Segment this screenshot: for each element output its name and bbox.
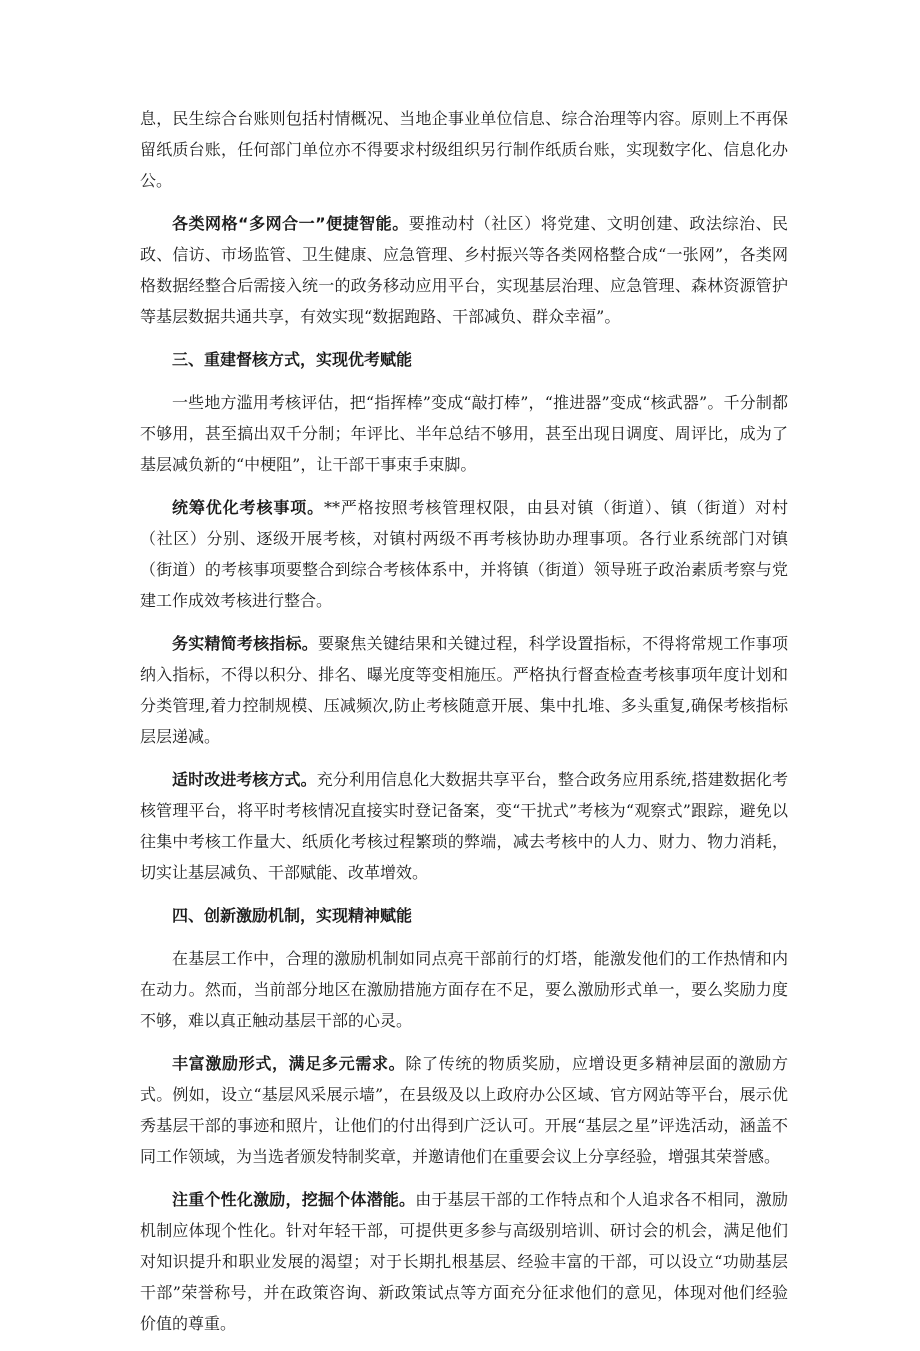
paragraph-text: 要聚焦关键结果和关键过程，科学设置指标，不得将常规工作事项纳入指标，不得以积分、排名、曝光度等变相施压。严格执行督查检查考核事项年度计划和分类管理,着力控制规模、压减频次,防止考核随意开展、集中扎堆、多头重复,确保考核指标层层递减。 xyxy=(140,634,788,746)
paragraph xyxy=(140,387,788,480)
paragraph-text: 由于基层干部的工作特点和个人追求各不相同，激励机制应体现个性化。针对年轻干部，可提供更多参与高级别培训、研讨会的机会，满足他们对知识提升和职业发展的渴望；对于长期扎根基层、经验丰富的干部，可以设立“功勋基层干部”荣誉称号，并在政策咨询、新政策试点等方面充分征求他们的意见，体现对他们经验价值的尊重。 xyxy=(140,1190,788,1333)
document-body xyxy=(140,103,788,1351)
paragraph-text: 在基层工作中，合理的激励机制如同点亮干部前行的灯塔，能激发他们的工作热情和内在动力。然而，当前部分地区在激励措施方面存在不足，要么激励形式单一，要么奖励力度不够，难以真正触动基层干部的心灵。 xyxy=(140,949,788,1030)
paragraph-text: 息，民生综合台账则包括村情概况、当地企事业单位信息、综合治理等内容。原则上不再保留纸质台账，任何部门单位亦不得要求村级组织另行制作纸质台账，实现数字化、信息化办公。 xyxy=(140,109,788,190)
paragraph-text: 一些地方滥用考核评估，把“指挥棒”变成“敲打棒”，“推进器”变成“核武器”。千分制都不够用，甚至搞出双千分制；年评比、半年总结不够用，甚至出现日调度、周评比，成为了基层减负新的“中梗阻”，让干部干事束手束脚。 xyxy=(140,393,788,474)
paragraph xyxy=(140,1048,788,1172)
paragraph-text: 除了传统的物质奖励，应增设更多精神层面的激励方式。例如，设立“基层风采展示墙”，在县级及以上政府办公区域、官方网站等平台，展示优秀基层干部的事迹和照片，让他们的付出得到广泛认可。开展“基层之星”评选活动，涵盖不同工作领域，为当选者颁发特制奖章，并邀请他们在重要会议上分享经验，增强其荣誉感。 xyxy=(140,1054,788,1166)
paragraph-text: **严格按照考核管理权限，由县对镇（街道）、镇（街道）对村（社区）分别、逐级开展考核，对镇村两级不再考核协助办理事项。各行业系统部门对镇（街道）的考核事项要整合到综合考核体系中，并将镇（街道）领导班子政治素质考察与党建工作成效考核进行整合。 xyxy=(140,498,788,610)
paragraph xyxy=(140,628,788,752)
paragraph-lead: 注重个性化激励，挖掘个体潜能。 xyxy=(172,1190,416,1209)
paragraph-lead: 适时改进考核方式。 xyxy=(172,770,317,789)
paragraph-text: 要推动村（社区）将党建、文明创建、政法综治、民政、信访、市场监管、卫生健康、应急管理、乡村振兴等各类网格整合成“一张网”，各类网格数据经整合后需接入统一的政务移动应用平台，实现基层治理、应急管理、森林资源管护等基层数据共通共享，有效实现“数据跑路、干部减负、群众幸福”。 xyxy=(140,214,788,326)
section-heading: 四、创新激励机制，实现精神赋能 xyxy=(172,906,413,925)
paragraph xyxy=(140,492,788,616)
paragraph xyxy=(140,764,788,888)
section-heading: 三、重建督核方式，实现优考赋能 xyxy=(172,350,413,369)
paragraph xyxy=(140,943,788,1036)
paragraph xyxy=(140,103,788,196)
paragraph-text: 充分利用信息化大数据共享平台，整合政务应用系统,搭建数据化考核管理平台，将平时考核情况直接实时登记备案，变“干扰式”考核为“观察式”跟踪，避免以往集中考核工作量大、纸质化考核过程繁琐的弊端，减去考核中的人力、财力、物力消耗，切实让基层减负、干部赋能、改革增效。 xyxy=(140,770,788,882)
paragraph-lead: 务实精简考核指标。 xyxy=(172,634,318,653)
paragraph xyxy=(140,1184,788,1339)
paragraph-lead: 各类网格“多网合一”便捷智能。 xyxy=(172,214,409,233)
paragraph-lead: 统筹优化考核事项。 xyxy=(172,498,324,517)
paragraph-lead: 丰富激励形式，满足多元需求。 xyxy=(172,1054,406,1073)
paragraph xyxy=(140,208,788,332)
